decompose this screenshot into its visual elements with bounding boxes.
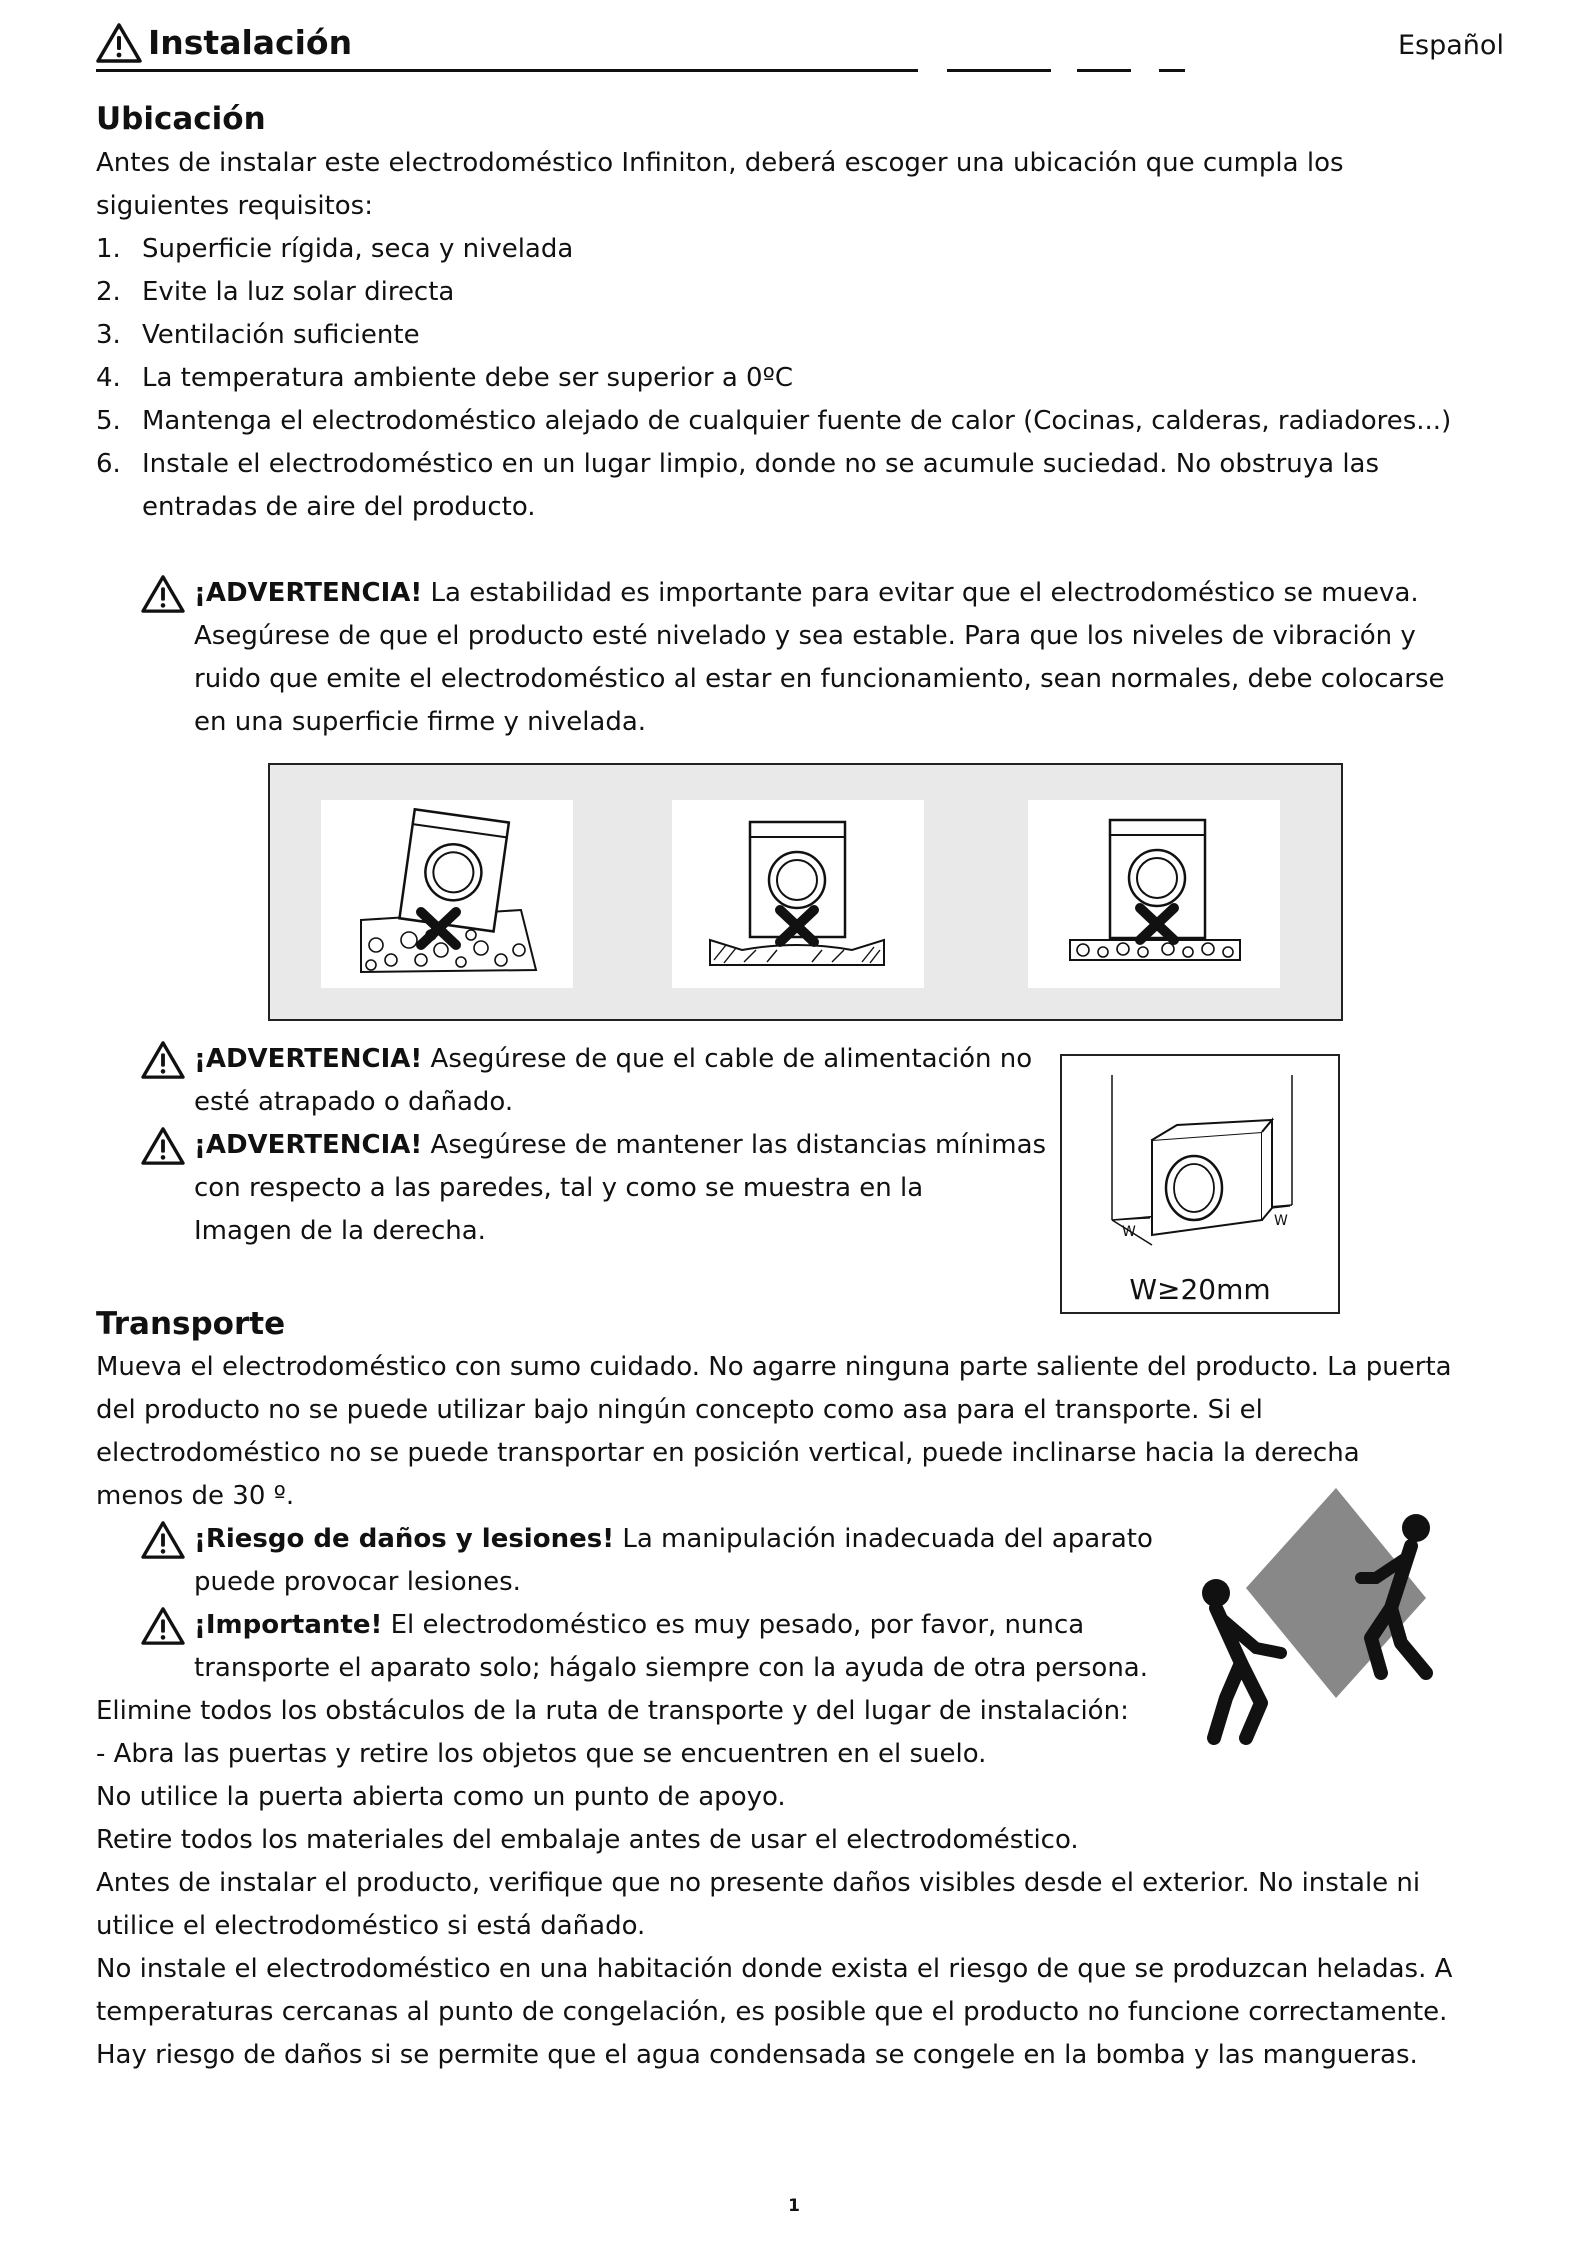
header-rule <box>96 69 918 72</box>
language-label: Español <box>1398 30 1504 61</box>
w-label-left: W <box>1122 1224 1136 1240</box>
uneven-surface-illustration <box>672 800 924 988</box>
intro-line: Antes de instalar este electrodoméstico Infiniton, deberá escoger una ubicación que cumpla los <box>96 148 1344 178</box>
instruction-line: No instale el electrodoméstico en una habitación donde exista el riesgo de que se produzcan heladas. A <box>96 1954 1453 1984</box>
list-item: 2. Evite la luz solar directa <box>96 277 455 307</box>
stability-warning: ¡ADVERTENCIA! La estabilidad es importante para evitar que el electrodoméstico se mueva. Asegúrese de que el producto esté nivelado y sea estable. Para que los niveles de vibración y ruido que emite el electrodoméstico al estar en funcionamiento, sean normales, debe colocarse en una superficie firme y nivelada. <box>194 578 1445 737</box>
instruction-line: - Abra las puertas y retire los objetos que se encuentren en el suelo. <box>96 1739 987 1769</box>
important-warning: ¡Importante! El electrodoméstico es muy pesado, por favor, nunca transporte el aparato solo; hágalo siempre con la ayuda de otra persona. <box>194 1610 1149 1683</box>
soft-surface-illustration <box>1028 800 1280 988</box>
list-item: 3. Ventilación suficiente <box>96 320 420 350</box>
requirements-list <box>96 228 1451 529</box>
list-item-continuation: entradas de aire del producto. <box>142 492 536 522</box>
list-item: 6. Instale el electrodoméstico en un lugar limpio, donde no se acumule suciedad. No obstruya las <box>96 449 1380 479</box>
warning-triangle-icon <box>141 1606 185 1646</box>
section-heading-transporte: Transporte <box>96 1306 286 1342</box>
instruction-line: utilice el electrodoméstico si está dañado. <box>96 1911 646 1941</box>
transport-instructions <box>96 1690 1452 2077</box>
warning-triangle-icon <box>141 1126 185 1166</box>
page-header <box>96 18 352 68</box>
page-number: 1 <box>788 2196 800 2216</box>
distance-caption: W≥20mm <box>1129 1273 1271 1306</box>
list-item: 4. La temperatura ambiente debe ser superior a 0ºC <box>96 363 794 393</box>
distance-warning: ¡ADVERTENCIA! Asegúrese de mantener las distancias mínimas con respecto a las paredes, tal y como se muestra en la Imagen de la derecha. <box>194 1130 1047 1246</box>
warning-triangle-icon <box>141 1040 185 1080</box>
instruction-line: No utilice la puerta abierta como un punto de apoyo. <box>96 1782 786 1812</box>
warning-triangle-icon <box>96 22 142 64</box>
tilted-machine-illustration <box>321 800 573 988</box>
risk-warning: ¡Riesgo de daños y lesiones! La manipulación inadecuada del aparato puede provocar lesiones. <box>194 1524 1153 1597</box>
machine-against-wall-illustration <box>1102 1070 1302 1270</box>
header-rule-segment <box>947 69 1051 72</box>
page-title: Instalación <box>148 23 353 62</box>
intro-line: siguientes requisitos: <box>96 191 373 221</box>
warning-triangle-icon <box>141 574 185 614</box>
header-rule-segment <box>1077 69 1131 72</box>
instruction-line: Elimine todos los obstáculos de la ruta de transporte y del lugar de instalación: <box>96 1696 1129 1726</box>
transporte-paragraph: Mueva el electrodoméstico con sumo cuidado. No agarre ninguna parte saliente del producto. La puerta del producto no se puede utilizar bajo ningún concepto como asa para el transporte. Si el electrodoméstico no se puede transportar en posición vertical, puede inclinarse hacia la derecha menos de 30 º. <box>96 1352 1452 1511</box>
list-item: 5. Mantenga el electrodoméstico alejado de cualquier fuente de calor (Cocinas, calderas, radiadores...) <box>96 406 1452 436</box>
section-heading-ubicacion: Ubicación <box>96 101 266 137</box>
instruction-line: Antes de instalar el producto, verifique que no presente daños visibles desde el exterior. No instale ni <box>96 1868 1421 1898</box>
header-rule-segment <box>1159 69 1185 72</box>
wall-distance-figure <box>1060 1054 1340 1314</box>
warning-triangle-icon <box>141 1520 185 1560</box>
w-label-right: W <box>1274 1213 1288 1229</box>
instruction-line: temperaturas cercanas al punto de congelación, es posible que el producto no funcione correctamente. <box>96 1997 1448 2027</box>
cable-warning: ¡ADVERTENCIA! Asegúrese de que el cable de alimentación no esté atrapado o dañado. <box>194 1044 1033 1117</box>
ubicacion-intro <box>96 142 1344 228</box>
instruction-line: Retire todos los materiales del embalaje antes de usar el electrodoméstico. <box>96 1825 1079 1855</box>
list-item: 1. Superficie rígida, seca y nivelada <box>96 234 574 264</box>
instruction-line: Hay riesgo de daños si se permite que el agua condensada se congele en la bomba y las mangueras. <box>96 2040 1418 2070</box>
